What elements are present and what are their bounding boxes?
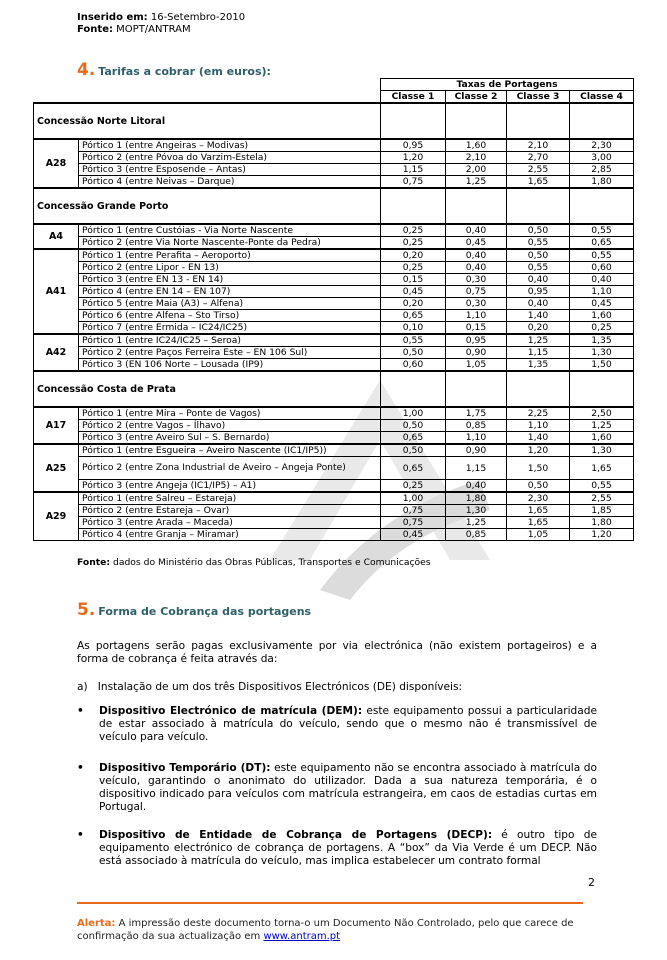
toll-value: 0,60 xyxy=(381,359,446,372)
concession-empty-cell xyxy=(446,188,507,224)
toll-value: 1,35 xyxy=(507,359,570,372)
table-source-label: Fonte: xyxy=(77,557,111,568)
toll-value: 1,30 xyxy=(446,505,507,517)
toll-value: 0,95 xyxy=(381,139,446,152)
toll-value: 1,65 xyxy=(507,517,570,529)
table-row xyxy=(34,298,634,310)
toll-value: 0,65 xyxy=(381,457,446,480)
toll-value: 1,20 xyxy=(381,152,446,164)
source-label: Fonte: xyxy=(77,24,113,35)
section-5-heading xyxy=(77,600,311,620)
toll-value: 1,15 xyxy=(507,347,570,359)
toll-value: 1,05 xyxy=(507,529,570,541)
table-row xyxy=(34,517,634,529)
toll-value: 1,15 xyxy=(446,457,507,480)
concession-name: Concessão Grande Porto xyxy=(34,188,381,224)
alert-text: A impressão deste documento torna-o um Documento Não Controlado, pelo que carece de confirmação da sua actualização em xyxy=(77,918,574,942)
toll-value: 0,20 xyxy=(381,298,446,310)
page-number: 2 xyxy=(588,876,595,889)
toll-value: 1,10 xyxy=(446,310,507,322)
portico-label: Pórtico 3 (entre Esposende – Antas) xyxy=(79,164,381,176)
toll-value: 1,80 xyxy=(446,492,507,505)
table-row xyxy=(34,274,634,286)
table-row xyxy=(34,334,634,347)
toll-value: 1,20 xyxy=(570,529,634,541)
toll-value: 2,30 xyxy=(570,139,634,152)
toll-value: 2,10 xyxy=(507,139,570,152)
road-code: A42 xyxy=(34,334,79,371)
header-empty-cell xyxy=(79,91,381,104)
toll-value: 0,40 xyxy=(446,480,507,493)
portico-label: Pórtico 1 (entre Esgueira – Aveiro Nascente (IC1/IP5)) xyxy=(79,444,381,457)
portico-label: Pórtico 4 (entre EN 14 – EN 107) xyxy=(79,286,381,298)
toll-value: 0,95 xyxy=(446,334,507,347)
section-5-title: Forma de Cobrança das portagens xyxy=(98,605,312,618)
taxas-header: Taxas de Portagens xyxy=(381,79,634,91)
table-source-text: dados do Ministério das Obras Públicas, Transportes e Comunicações xyxy=(112,557,431,568)
section-4-number: 4. xyxy=(77,60,96,80)
table-row xyxy=(34,310,634,322)
concession-row xyxy=(34,188,634,224)
bullet-term: Dispositivo de Entidade de Cobrança de Portagens (DECP): xyxy=(99,829,493,841)
portico-label: Pórtico 7 (entre Ermida – IC24/IC25) xyxy=(79,322,381,335)
toll-value: 1,25 xyxy=(570,420,634,432)
portico-label: Pórtico 2 (entre Lipor - EN 13) xyxy=(79,262,381,274)
bullet-dt xyxy=(77,762,597,814)
toll-value: 0,65 xyxy=(381,432,446,445)
document-meta xyxy=(77,12,245,36)
portico-label: Pórtico 1 (entre IC24/IC25 – Seroa) xyxy=(79,334,381,347)
toll-value: 1,15 xyxy=(381,164,446,176)
toll-value: 0,10 xyxy=(381,322,446,335)
class-header: Classe 4 xyxy=(570,91,634,104)
toll-value: 1,80 xyxy=(570,176,634,189)
toll-value: 2,85 xyxy=(570,164,634,176)
toll-value: 0,50 xyxy=(507,480,570,493)
section-4-heading xyxy=(77,60,271,80)
concession-empty-cell xyxy=(446,103,507,139)
toll-value: 3,00 xyxy=(570,152,634,164)
toll-value: 2,50 xyxy=(570,407,634,420)
table-row xyxy=(34,139,634,152)
toll-value: 0,40 xyxy=(446,262,507,274)
alert-label: Alerta: xyxy=(77,918,116,929)
portico-label: Pórtico 3 (entre EN 13 - EN 14) xyxy=(79,274,381,286)
toll-value: 1,00 xyxy=(381,492,446,505)
toll-value: 0,55 xyxy=(507,262,570,274)
toll-value: 0,40 xyxy=(446,249,507,262)
portico-label: Pórtico 3 (entre Angeja (IC1/IP5) – A1) xyxy=(79,480,381,493)
toll-value: 0,30 xyxy=(446,274,507,286)
toll-value: 0,55 xyxy=(570,224,634,237)
toll-value: 0,50 xyxy=(381,347,446,359)
table-source-note xyxy=(77,557,431,568)
toll-value: 0,50 xyxy=(507,249,570,262)
toll-value: 0,45 xyxy=(381,529,446,541)
road-code: A17 xyxy=(34,407,79,444)
portico-label: Pórtico 4 (entre Granja – Miramar) xyxy=(79,529,381,541)
toll-value: 1,50 xyxy=(507,457,570,480)
toll-value: 1,40 xyxy=(507,432,570,445)
footer-alert xyxy=(77,917,597,943)
toll-value: 1,10 xyxy=(446,432,507,445)
concession-empty-cell xyxy=(507,371,570,407)
table-row xyxy=(34,359,634,372)
bullet-dot-icon: • xyxy=(77,705,84,717)
toll-value: 0,55 xyxy=(570,249,634,262)
table-row xyxy=(34,444,634,457)
portico-label: Pórtico 5 (entre Maia (A3) – Alfena) xyxy=(79,298,381,310)
concession-empty-cell xyxy=(507,188,570,224)
toll-value: 0,50 xyxy=(507,224,570,237)
table-row xyxy=(34,505,634,517)
bullet-dem xyxy=(77,705,597,744)
toll-value: 2,55 xyxy=(507,164,570,176)
table-row xyxy=(34,347,634,359)
toll-value: 2,30 xyxy=(507,492,570,505)
toll-value: 0,65 xyxy=(570,237,634,250)
toll-value: 2,00 xyxy=(446,164,507,176)
road-code: A28 xyxy=(34,139,79,188)
toll-value: 0,25 xyxy=(381,224,446,237)
toll-value: 1,35 xyxy=(570,334,634,347)
toll-value: 1,60 xyxy=(570,432,634,445)
bullet-text: este equipamento não se encontra associado à matrícula do veículo, garantindo o anonimato do utilizador. Dada a sua natureza temporária, é o dispositivo indicado para veículos com matrícula estrangeira, em caos de estadias curtas em Portugal. xyxy=(99,762,597,813)
toll-value: 2,70 xyxy=(507,152,570,164)
table-row xyxy=(34,492,634,505)
toll-value: 0,40 xyxy=(446,224,507,237)
toll-value: 0,45 xyxy=(570,298,634,310)
toll-value: 1,50 xyxy=(570,359,634,372)
portico-label: Pórtico 1 (entre Perafita – Aeroporto) xyxy=(79,249,381,262)
portico-label: Pórtico 4 (entre Neivas – Darque) xyxy=(79,176,381,189)
toll-value: 1,85 xyxy=(570,505,634,517)
toll-value: 0,40 xyxy=(570,274,634,286)
table-row xyxy=(34,262,634,274)
table-row xyxy=(34,176,634,189)
table-row xyxy=(34,286,634,298)
toll-value: 1,60 xyxy=(446,139,507,152)
bullet-decp xyxy=(77,829,597,868)
road-code: A4 xyxy=(34,224,79,249)
portico-label: Pórtico 6 (entre Alfena – Sto Tirso) xyxy=(79,310,381,322)
table-row xyxy=(34,529,634,541)
portico-label: Pórtico 3 (EN 106 Norte – Lousada (IP9) xyxy=(79,359,381,372)
toll-value: 0,55 xyxy=(570,480,634,493)
concession-empty-cell xyxy=(570,188,634,224)
bullet-text: este equipamento possui a particularidade de estar associado à matrícula do veículo, sendo que o mesmo não é transmissível de veículo para veículo. xyxy=(99,705,597,743)
class-header: Classe 3 xyxy=(507,91,570,104)
toll-value: 0,40 xyxy=(507,298,570,310)
header-empty-cell xyxy=(34,91,79,104)
bullet-dot-icon: • xyxy=(77,829,84,841)
bullet-text: é outro tipo de equipamento electrónico de cobrança de portagens. A “box” da Via Verde é um DECP. Não está associado à matrícula do veículo, mas implica estabelecer um contrato formal xyxy=(99,829,597,867)
table-row xyxy=(34,224,634,237)
portico-label: Pórtico 1 (entre Custóias - Via Norte Nascente xyxy=(79,224,381,237)
table-row xyxy=(34,249,634,262)
concession-name: Concessão Costa de Prata xyxy=(34,371,381,407)
portico-label: Pórtico 2 (entre Zona Industrial de Aveiro – Angeja Ponte) xyxy=(79,457,381,480)
table-row xyxy=(34,152,634,164)
concession-empty-cell xyxy=(507,103,570,139)
toll-value: 1,05 xyxy=(446,359,507,372)
toll-value: 0,40 xyxy=(507,274,570,286)
footer-divider xyxy=(77,902,583,904)
toll-value: 0,75 xyxy=(381,505,446,517)
toll-value: 0,55 xyxy=(381,334,446,347)
toll-value: 0,55 xyxy=(507,237,570,250)
class-header: Classe 1 xyxy=(381,91,446,104)
toll-value: 0,90 xyxy=(446,347,507,359)
concession-empty-cell xyxy=(570,371,634,407)
section-4-title: Tarifas a cobrar (em euros): xyxy=(98,65,271,78)
toll-value: 0,25 xyxy=(570,322,634,335)
concession-empty-cell xyxy=(570,103,634,139)
toll-value: 1,25 xyxy=(446,176,507,189)
section-5-number: 5. xyxy=(77,600,96,620)
toll-value: 0,95 xyxy=(507,286,570,298)
toll-value: 0,85 xyxy=(446,529,507,541)
table-row xyxy=(34,480,634,493)
toll-value: 0,90 xyxy=(446,444,507,457)
toll-value: 0,20 xyxy=(507,322,570,335)
table-row xyxy=(34,432,634,445)
toll-value: 1,30 xyxy=(570,444,634,457)
portico-label: Pórtico 1 (entre Angeiras – Modivas) xyxy=(79,139,381,152)
toll-value: 1,10 xyxy=(570,286,634,298)
toll-value: 0,85 xyxy=(446,420,507,432)
portico-label: Pórtico 3 (entre Aveiro Sul – S. Bernardo) xyxy=(79,432,381,445)
portico-label: Pórtico 3 (entre Arada – Maceda) xyxy=(79,517,381,529)
toll-value: 0,45 xyxy=(381,286,446,298)
portico-label: Pórtico 2 (entre Via Norte Nascente-Ponte da Pedra) xyxy=(79,237,381,250)
toll-value: 0,60 xyxy=(570,262,634,274)
toll-value: 0,45 xyxy=(446,237,507,250)
road-code: A25 xyxy=(34,444,79,492)
inserted-label: Inserido em: xyxy=(77,12,148,23)
toll-value: 1,25 xyxy=(446,517,507,529)
portico-label: Pórtico 1 (entre Salreu – Estareja) xyxy=(79,492,381,505)
toll-value: 0,15 xyxy=(381,274,446,286)
intro-paragraph: As portagens serão pagas exclusivamente por via electrónica (não existem portageiros) e a forma de cobrança é feita através da: xyxy=(77,640,597,665)
portico-label: Pórtico 1 (entre Mira – Ponte de Vagos) xyxy=(79,407,381,420)
table-row xyxy=(34,322,634,335)
toll-value: 0,75 xyxy=(381,176,446,189)
toll-value: 0,20 xyxy=(381,249,446,262)
table-header-row xyxy=(34,79,634,91)
toll-value: 1,65 xyxy=(570,457,634,480)
toll-value: 1,00 xyxy=(381,407,446,420)
toll-value: 2,55 xyxy=(570,492,634,505)
table-row xyxy=(34,420,634,432)
concession-empty-cell xyxy=(381,188,446,224)
toll-value: 0,65 xyxy=(381,310,446,322)
toll-value: 1,20 xyxy=(507,444,570,457)
toll-value: 0,25 xyxy=(381,237,446,250)
table-row xyxy=(34,237,634,250)
toll-value: 0,75 xyxy=(446,286,507,298)
portico-label: Pórtico 2 (entre Paços Ferreira Este – EN 106 Sul) xyxy=(79,347,381,359)
table-row xyxy=(34,457,634,480)
tariffs-table xyxy=(33,78,634,541)
source-value: MOPT/ANTRAM xyxy=(116,24,191,35)
toll-value: 1,10 xyxy=(507,420,570,432)
toll-value: 1,40 xyxy=(507,310,570,322)
inserted-date: 16-Setembro-2010 xyxy=(150,12,246,23)
toll-value: 1,30 xyxy=(570,347,634,359)
toll-value: 2,25 xyxy=(507,407,570,420)
bullet-term: Dispositivo Electrónico de matrícula (DEM): xyxy=(99,705,363,717)
concession-row xyxy=(34,371,634,407)
toll-value: 1,60 xyxy=(570,310,634,322)
concession-name: Concessão Norte Litoral xyxy=(34,103,381,139)
concession-empty-cell xyxy=(446,371,507,407)
toll-value: 1,75 xyxy=(446,407,507,420)
toll-value: 1,65 xyxy=(507,176,570,189)
toll-value: 0,75 xyxy=(381,517,446,529)
bullet-term: Dispositivo Temporário (DT): xyxy=(99,762,271,774)
class-header: Classe 2 xyxy=(446,91,507,104)
concession-row xyxy=(34,103,634,139)
road-code: A41 xyxy=(34,249,79,334)
toll-value: 1,25 xyxy=(507,334,570,347)
table-row xyxy=(34,164,634,176)
portico-label: Pórtico 2 (entre Póvoa do Varzim-Estela) xyxy=(79,152,381,164)
toll-value: 1,80 xyxy=(570,517,634,529)
road-code: A29 xyxy=(34,492,79,541)
header-empty-cell xyxy=(79,79,381,91)
table-row xyxy=(34,407,634,420)
toll-value: 0,50 xyxy=(381,420,446,432)
table-header-row xyxy=(34,91,634,104)
toll-value: 0,25 xyxy=(381,480,446,493)
item-a-text: a) Instalação de um dos três Dispositivos Electrónicos (DE) disponíveis: xyxy=(77,681,463,693)
header-empty-cell xyxy=(34,79,79,91)
toll-value: 0,50 xyxy=(381,444,446,457)
concession-empty-cell xyxy=(381,103,446,139)
concession-empty-cell xyxy=(381,371,446,407)
portico-label: Pórtico 2 (entre Vagos – Ílhavo) xyxy=(79,420,381,432)
toll-value: 0,15 xyxy=(446,322,507,335)
toll-value: 2,10 xyxy=(446,152,507,164)
antram-link[interactable]: www.antram.pt xyxy=(263,931,341,942)
toll-value: 0,25 xyxy=(381,262,446,274)
bullet-dot-icon: • xyxy=(77,762,84,774)
toll-value: 1,65 xyxy=(507,505,570,517)
portico-label: Pórtico 2 (entre Estareja – Ovar) xyxy=(79,505,381,517)
toll-value: 0,30 xyxy=(446,298,507,310)
